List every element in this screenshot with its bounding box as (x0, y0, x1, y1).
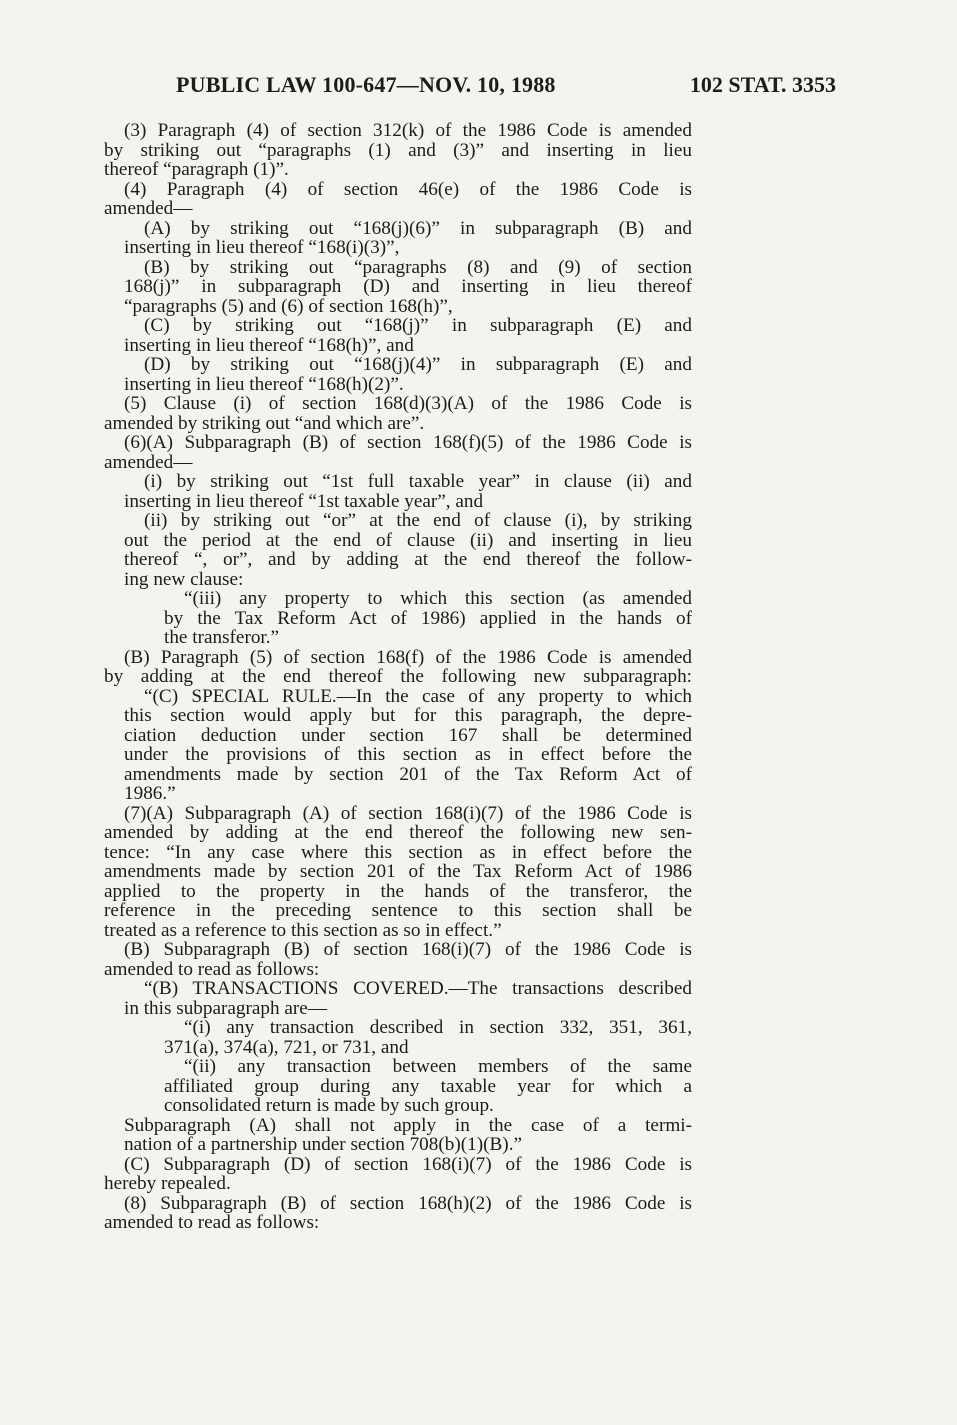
text-line: reference in the preceding sentence to this section shall be (104, 900, 692, 921)
text-line: (C) Subparagraph (D) of section 168(i)(7) of the 1986 Code is (124, 1153, 692, 1175)
text-line: out the period at the end of clause (ii) and inserting in lieu (124, 529, 692, 551)
text-line: “(iii) any property to which this section (as amended (184, 588, 692, 609)
text-line: (D) by striking out “168(j)(4)” in subparagraph (E) and (144, 354, 692, 375)
text-line: “(i) any transaction described in section 332, 351, 361, (184, 1017, 692, 1038)
text-line: amended by adding at the end thereof the following new sen- (104, 822, 692, 843)
text-line: (B) by striking out “paragraphs (8) and (9) of section (144, 256, 692, 278)
text-line: “(ii) any transaction between members of the same (184, 1056, 692, 1077)
text-line: thereof “paragraph (1)”. (104, 159, 289, 180)
text-line: inserting in lieu thereof “168(i)(3)”, (124, 237, 400, 258)
text-line: amended— (104, 451, 193, 473)
text-line: amended to read as follows: (104, 958, 320, 980)
text-line: applied to the property in the hands of the transferor, the (104, 880, 692, 902)
text-line: (C) by striking out “168(j)” in subparagraph (E) and (144, 315, 692, 336)
text-line: nation of a partnership under section 708(b)(1)(B).” (124, 1134, 523, 1155)
text-line: (7)(A) Subparagraph (A) of section 168(i)(7) of the 1986 Code is (124, 802, 692, 824)
text-line: (ii) by striking out “or” at the end of clause (i), by striking (144, 510, 692, 531)
text-line: treated as a reference to this section as so in effect.” (104, 919, 502, 941)
text-line: (i) by striking out “1st full taxable year” in clause (ii) and (144, 471, 692, 492)
text-line: (8) Subparagraph (B) of section 168(h)(2) of the 1986 Code is (124, 1192, 692, 1214)
text-line: by the Tax Reform Act of 1986) applied in the hands of (164, 607, 692, 629)
text-line: “paragraphs (5) and (6) of section 168(h)”, (124, 295, 453, 317)
text-line: 1986.” (124, 783, 176, 804)
text-line: in this subparagraph are— (124, 997, 328, 1019)
header-public-law: PUBLIC LAW 100-647—NOV. 10, 1988 (176, 72, 556, 97)
text-line: by adding at the end thereof the following new subparagraph: (104, 666, 692, 687)
text-line: (3) Paragraph (4) of section 312(k) of the 1986 Code is amended (124, 120, 692, 141)
text-line: this section would apply but for this paragraph, the depre- (124, 705, 692, 726)
text-line: “(C) SPECIAL RULE.—In the case of any property to which (144, 685, 692, 707)
page-header (176, 70, 836, 100)
text-line: amended— (104, 198, 193, 219)
text-line: under the provisions of this section as in effect before the (124, 744, 692, 765)
text-line: 371(a), 374(a), 721, or 731, and (164, 1036, 409, 1058)
text-line: affiliated group during any taxable year for which a (164, 1075, 692, 1097)
text-line: inserting in lieu thereof “168(h)(2)”. (124, 373, 404, 395)
text-line: inserting in lieu thereof “1st taxable year”, and (124, 490, 484, 512)
text-line: Subparagraph (A) shall not apply in the case of a termi- (124, 1114, 692, 1136)
text-line: (A) by striking out “168(j)(6)” in subparagraph (B) and (144, 217, 692, 239)
statute-body (104, 121, 692, 1233)
text-line: (B) Subparagraph (B) of section 168(i)(7) of the 1986 Code is (124, 939, 692, 960)
text-line: ing new clause: (124, 568, 244, 590)
text-line: “(B) TRANSACTIONS COVERED.—The transactions described (144, 978, 692, 999)
text-line: (B) Paragraph (5) of section 168(f) of the 1986 Code is amended (124, 646, 692, 668)
text-line: hereby repealed. (104, 1173, 231, 1194)
text-line: amendments made by section 201 of the Tax Reform Act of 1986 (104, 861, 692, 882)
text-line: by striking out “paragraphs (1) and (3)” and inserting in lieu (104, 139, 692, 161)
text-line: inserting in lieu thereof “168(h)”, and (124, 334, 414, 356)
text-line: ciation deduction under section 167 shall be determined (124, 724, 692, 746)
text-line: thereof “, or”, and by adding at the end thereof the follow- (124, 549, 692, 570)
text-line: consolidated return is made by such group. (164, 1095, 494, 1116)
text-line: amended to read as follows: (104, 1212, 320, 1233)
text-line: amended by striking out “and which are”. (104, 412, 425, 434)
text-line: tence: “In any case where this section as in effect before the (104, 841, 692, 863)
text-line: (4) Paragraph (4) of section 46(e) of the 1986 Code is (124, 178, 692, 200)
text-line: amendments made by section 201 of the Tax Reform Act of (124, 763, 692, 785)
header-statute-page: 102 STAT. 3353 (689, 72, 836, 97)
text-line: (5) Clause (i) of section 168(d)(3)(A) of the 1986 Code is (124, 393, 692, 414)
text-line: 168(j)” in subparagraph (D) and inserting in lieu thereof (124, 276, 692, 297)
text-line: the transferor.” (164, 627, 280, 648)
text-line: (6)(A) Subparagraph (B) of section 168(f)(5) of the 1986 Code is (124, 432, 692, 453)
